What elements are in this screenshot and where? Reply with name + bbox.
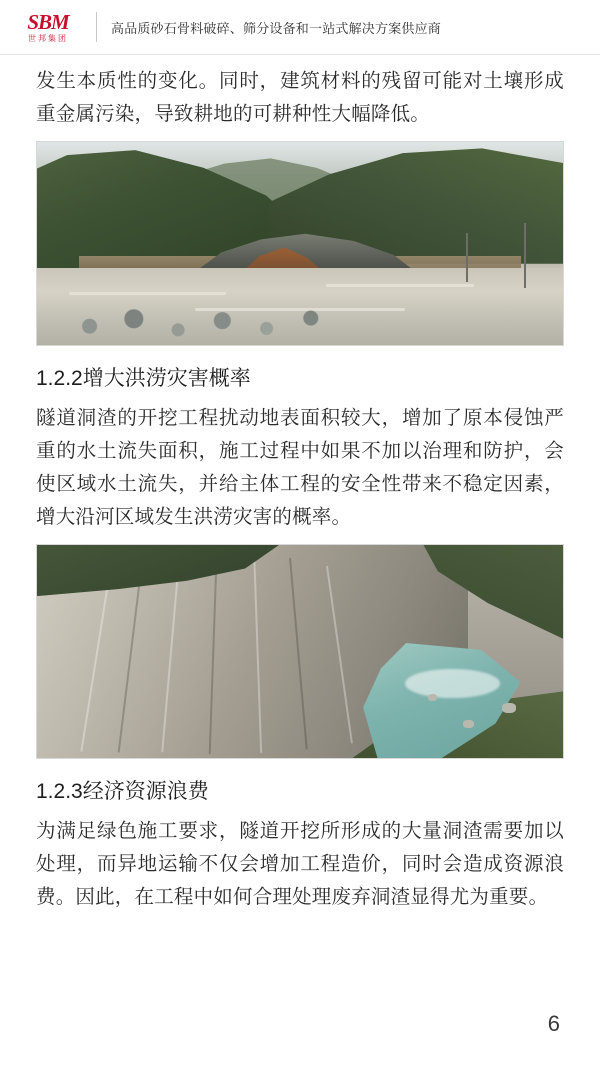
paragraph-3: 为满足绿色施工要求，隧道开挖所形成的大量洞渣需要加以处理，而异地运输不仅会增加工程造价，同时会造成资源浪费。因此，在工程中如何合理处理废弃洞渣显得尤为重要。 [36, 820, 564, 908]
heading-1-2-3: 1.2.3经济资源浪费 [36, 780, 209, 803]
paragraph-2: 隧道洞渣的开挖工程扰动地表面积较大，增加了原本侵蚀严重的水土流失面积，施工过程中如果不加以治理和防护，会使区域水土流失，并给主体工程的安全性带来不稳定因素，增大沿河区域发生洪涝灾害的概率。 [36, 407, 564, 528]
paragraph-1: 发生本质性的变化。同时，建筑材料的残留可能对土壤形成重金属污染，导致耕地的可耕种性大幅降低。 [36, 70, 564, 125]
figure1-river-streak [326, 284, 473, 287]
document-content [0, 55, 600, 914]
figure2-boulder [463, 720, 474, 728]
figure2-river-foam [405, 669, 500, 699]
logo-mark-text: SBM [27, 9, 69, 34]
figure1-rocks [58, 304, 374, 341]
header-slogan: 高品质砂石骨料破碎、筛分设备和一站式解决方案供应商 [111, 20, 442, 36]
heading-1-2-2: 1.2.2增大洪涝灾害概率 [36, 367, 251, 390]
logo-sub-text: 世邦集团 [28, 33, 68, 43]
figure1-utility-pole [466, 233, 468, 282]
figure-landslide-river [36, 544, 564, 759]
figure1-river-streak [69, 292, 227, 295]
figure-spoil-heap-river [36, 141, 564, 346]
footer-rule [0, 1063, 600, 1067]
figure2-boulder [502, 703, 516, 713]
page-header [0, 0, 600, 55]
figure2-boulder [428, 694, 437, 701]
figure1-utility-pole [524, 223, 526, 288]
page-number: 6 [547, 1011, 560, 1036]
brand-logo [0, 0, 96, 54]
